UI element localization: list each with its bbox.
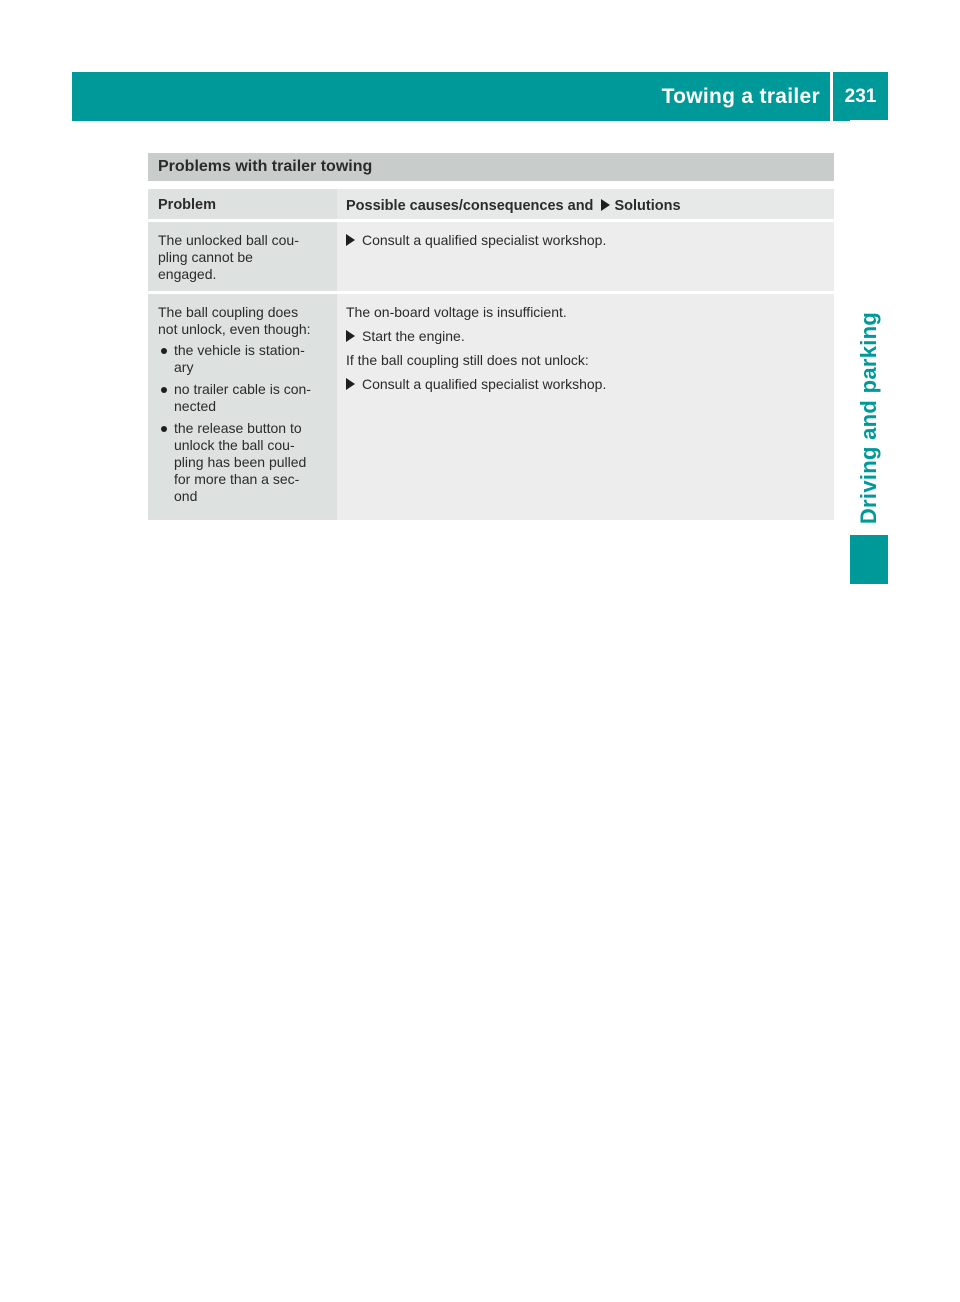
cause-text: The on-board voltage is insufficient.: [346, 304, 567, 320]
solution-step-text: Consult a qualified specialist workshop.: [362, 232, 607, 248]
solution-step-text: Start the engine.: [362, 328, 465, 344]
header-problem: Problem: [148, 189, 337, 219]
problem-text-line: not unlock, even though:: [158, 321, 311, 337]
action-arrow-icon: [346, 234, 355, 246]
solution-cell: [337, 294, 834, 520]
list-item-text: the release button to: [174, 420, 302, 436]
side-tab-marker: [850, 535, 888, 584]
list-item-text: ond: [174, 488, 198, 504]
action-arrow-icon: [346, 330, 355, 342]
list-item-text: nected: [174, 398, 217, 414]
header-bar: [72, 72, 888, 121]
side-tab-label: Driving and parking: [856, 311, 881, 525]
section-title: Problems with trailer towing: [148, 153, 834, 181]
solution-step: [346, 376, 826, 393]
problem-cell: [148, 222, 337, 291]
problems-table: [148, 189, 834, 520]
condition-list: [158, 342, 327, 505]
list-item: [158, 381, 327, 415]
solution-step-text: Consult a qualified specialist workshop.: [362, 376, 607, 392]
table-row: [148, 222, 834, 291]
solution-step: [346, 328, 826, 345]
bullet-icon: [161, 348, 167, 354]
table-header-row: [148, 189, 834, 219]
list-item: [158, 420, 327, 505]
problem-text-line: pling cannot be: [158, 249, 253, 265]
bullet-icon: [161, 387, 167, 393]
list-item: [158, 342, 327, 376]
solution-cell: [337, 222, 834, 291]
table-row: [148, 294, 834, 520]
solution-step: [346, 232, 826, 249]
list-item-text: for more than a sec-: [174, 471, 300, 487]
problem-text-line: The ball coupling does: [158, 304, 299, 320]
action-arrow-icon: [601, 199, 610, 211]
header-solutions-suffix: Solutions: [614, 198, 681, 214]
problem-text-line: engaged.: [158, 266, 217, 282]
list-item-text: no trailer cable is con-: [174, 381, 311, 397]
header-solutions-prefix: Possible causes/consequences and: [346, 198, 594, 214]
bullet-icon: [161, 426, 167, 432]
page-number: 231: [844, 86, 877, 107]
list-item-text: the vehicle is station-: [174, 342, 305, 358]
header-title: Towing a trailer: [661, 85, 820, 108]
problem-text-line: The unlocked ball cou-: [158, 232, 299, 248]
problem-cell: [148, 294, 337, 520]
cause-text: If the ball coupling still does not unlock:: [346, 352, 589, 368]
list-item-text: ary: [174, 359, 194, 375]
action-arrow-icon: [346, 378, 355, 390]
header-solutions: [337, 189, 834, 219]
list-item-text: unlock the ball cou-: [174, 437, 295, 453]
list-item-text: pling has been pulled: [174, 454, 307, 470]
